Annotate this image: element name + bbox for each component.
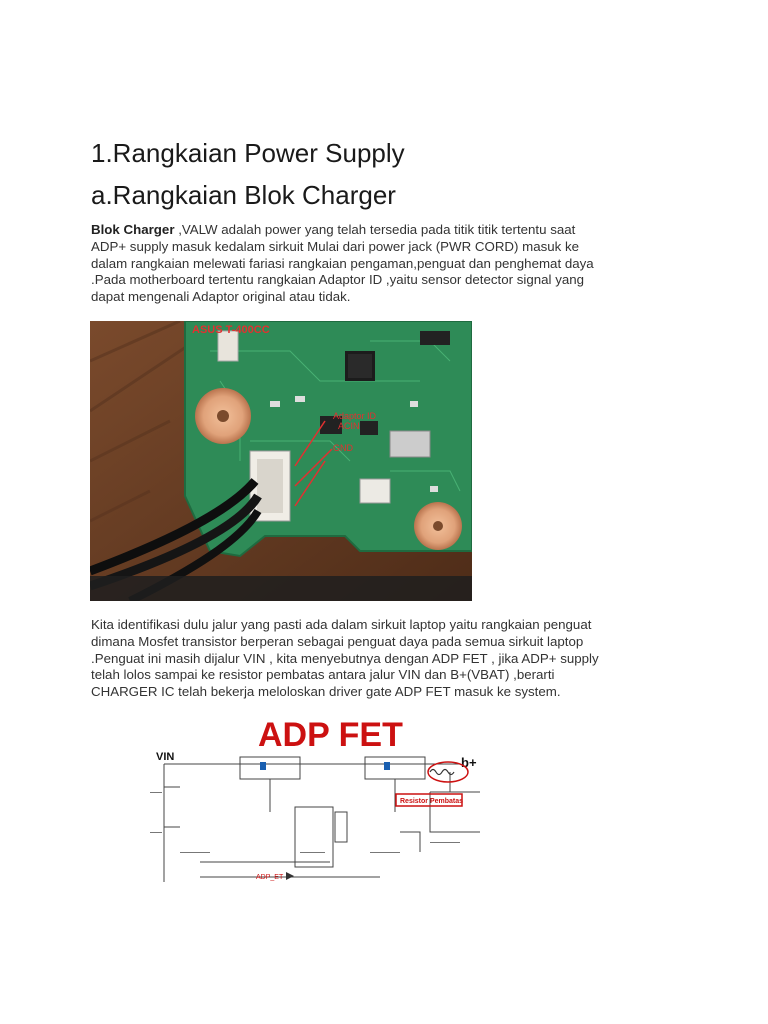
schematic-title: ADP FET [258,716,403,754]
vin-label: VIN [156,751,175,763]
board-label-text: ASUS T-400CC [192,324,270,336]
paragraph-adp-fet [91,617,691,701]
bplus-label: b+ [461,755,477,770]
para1-line-1-rest: ,VALW adalah power yang telah tersedia pada titik titik tertentu saat [174,222,576,237]
para1-line-4: .Pada motherboard tertentu rangkaian Adaptor ID ,yaitu sensor detector signal yang [91,272,585,288]
para1-bold-lead: Blok Charger [91,222,175,237]
para2-line-4: telah lolos sampai ke resistor pembatas antara jalur VIN dan B+(VBAT) ,berarti [91,667,555,683]
callout-gnd: GND [333,443,353,453]
para2-line-2: dimana Mosfet transistor berperan sebagai penguat daya pada semua sirkuit laptop [91,633,584,649]
para2-line-3: .Penguat ini masih dijalur VIN , kita menyebutnya dengan ADP FET , jika ADP+ supply [91,650,599,666]
para1-line-5: dapat mengenali Adaptor original atau tidak. [91,289,351,305]
adp-label: ADP_ET [256,874,284,881]
paragraph-blok-charger [91,222,691,306]
para2-line-5: CHARGER IC telah bekerja meloloskan driver gate ADP FET masuk ke system. [91,684,561,700]
schematic-drawing [120,712,488,890]
motherboard-photo [90,321,472,601]
callout-adaptor-id: Adaptor ID [333,411,377,421]
para1-line-3: dalam rangkaian melewati fariasi rangkaian pengaman,penguat dan penghemat daya [91,255,594,271]
para1-line-1 [91,222,691,239]
para2-line-1: Kita identifikasi dulu jalur yang pasti ada dalam sirkuit laptop yaitu rangkaian penguat [91,617,592,632]
motherboard-photo-drawing [90,321,472,601]
adp-fet-schematic [120,712,488,890]
para1-line-2: ADP+ supply masuk kedalam sirkuit Mulai dari power jack (PWR CORD) masuk ke [91,238,580,254]
callout-acin: ACIN [338,421,360,431]
resistor-pembatas-label: Resistor Pembatas [400,798,464,805]
heading-power-supply: 1.Rangkaian Power Supply [91,138,405,168]
heading-blok-charger: a.Rangkaian Blok Charger [91,180,396,210]
